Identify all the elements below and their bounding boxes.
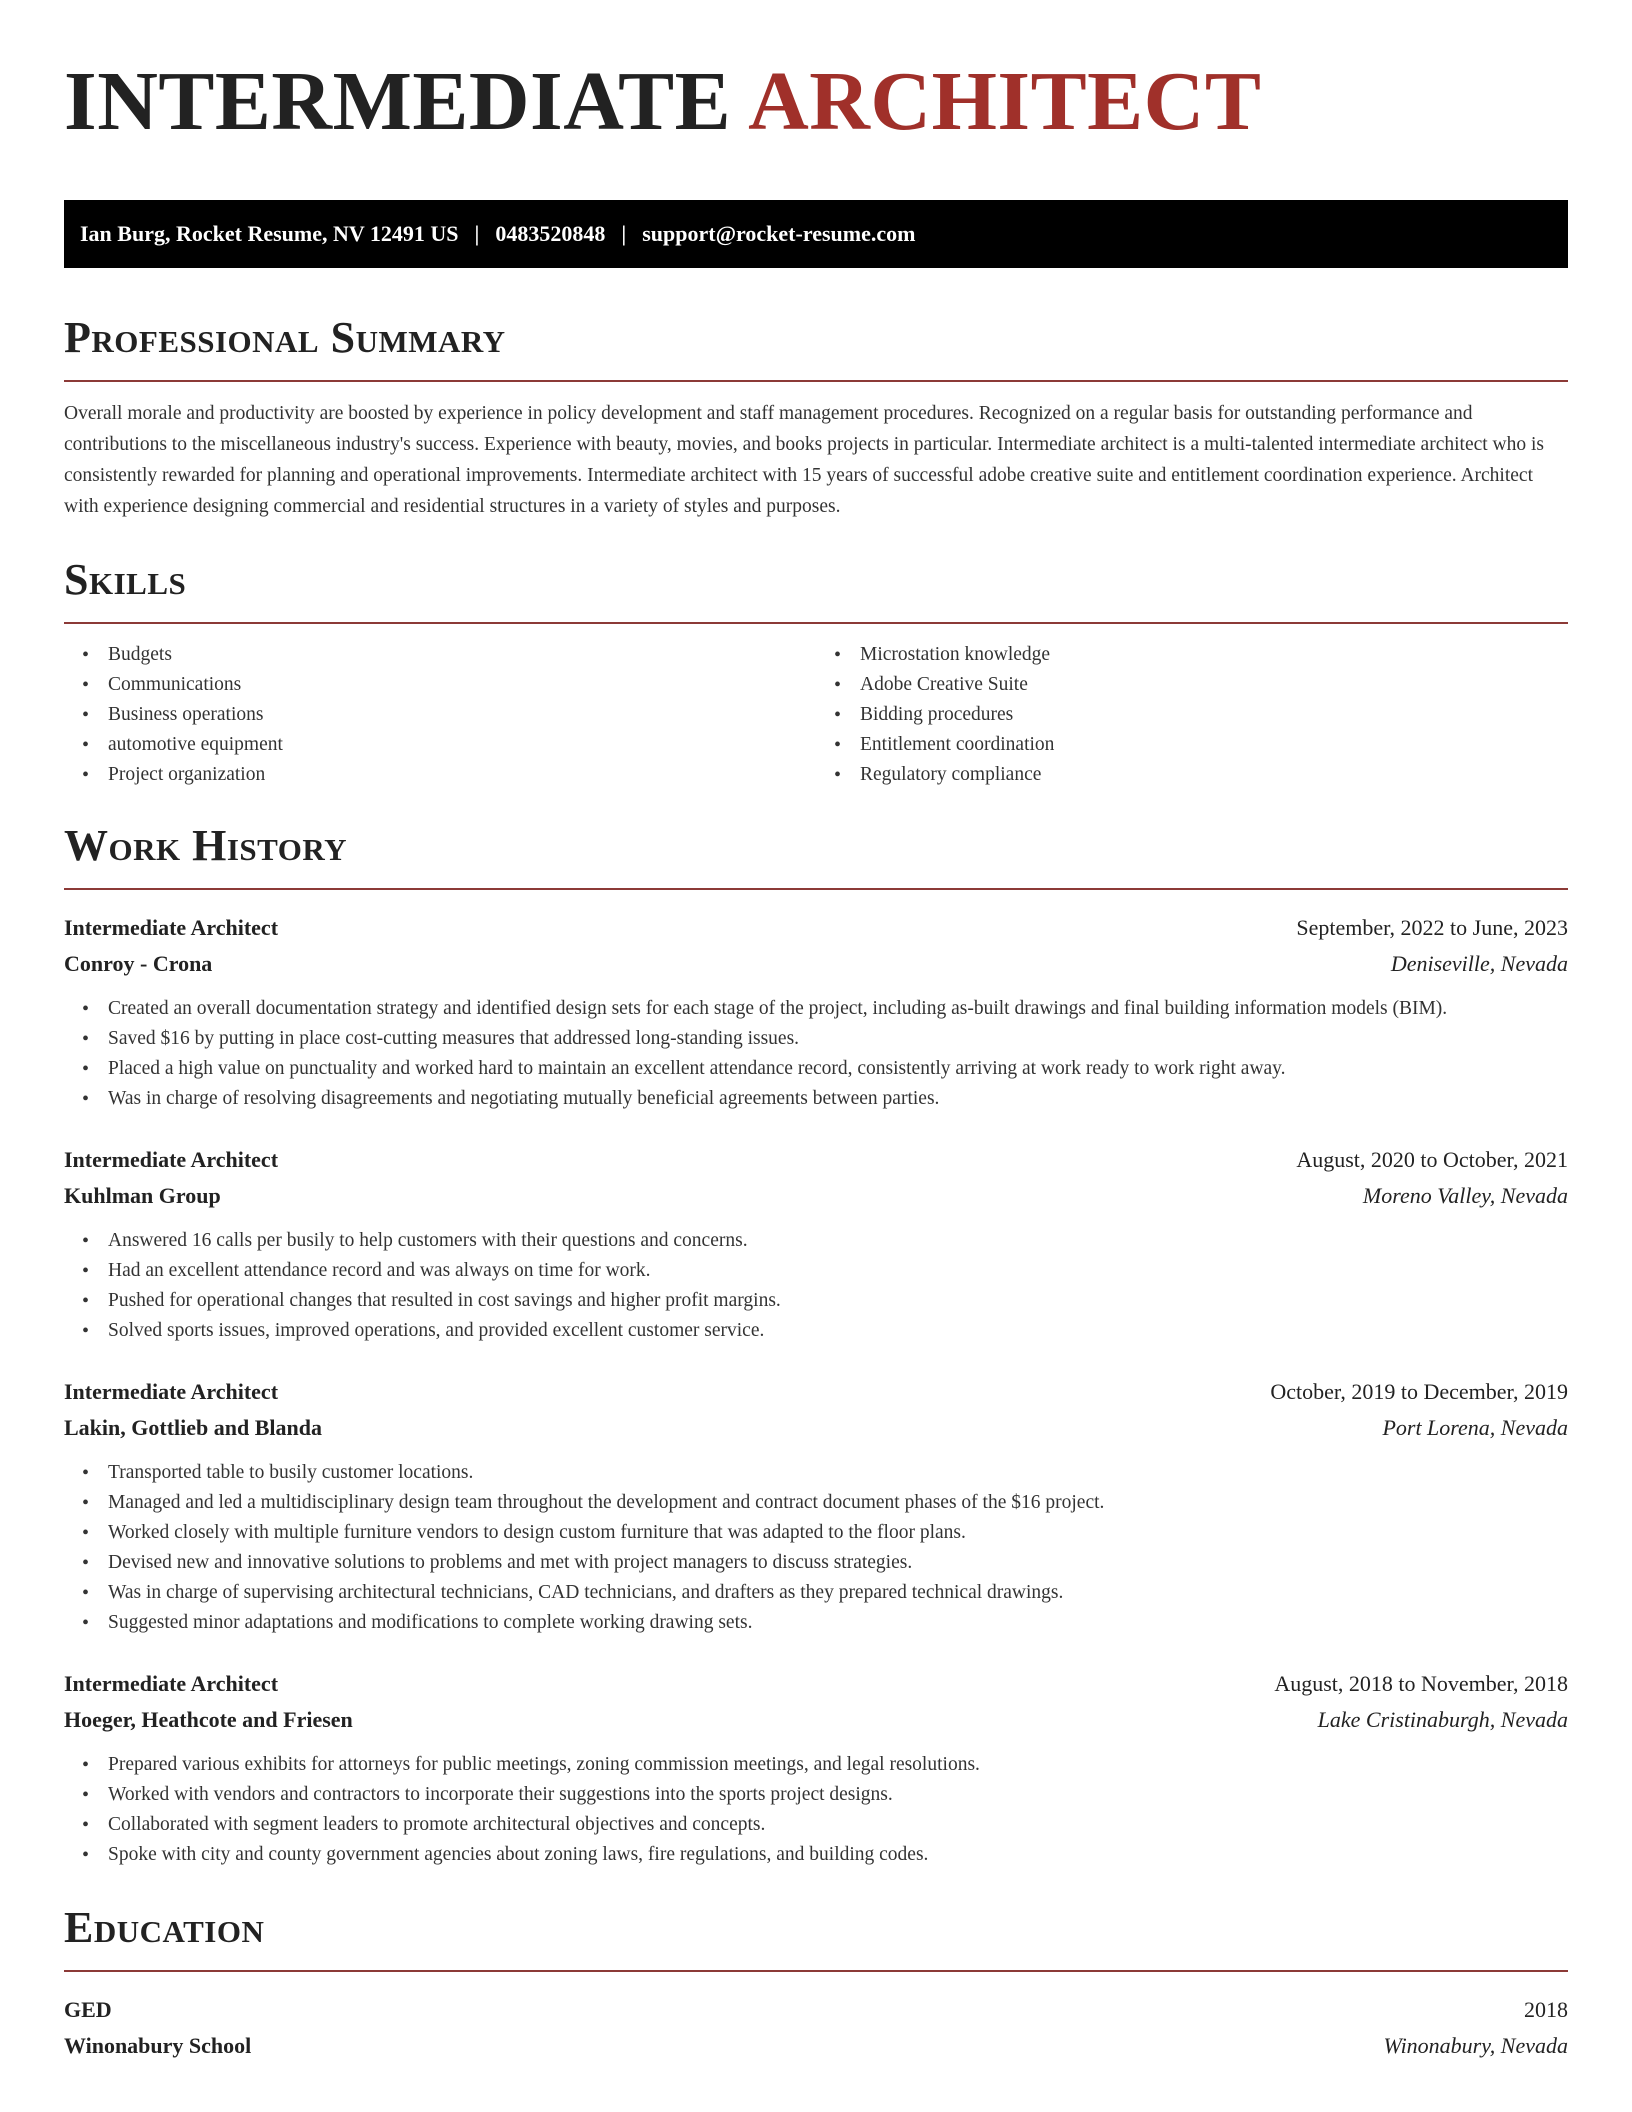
education-year: 2018 (1524, 1997, 1568, 2022)
job-bullet: • Spoke with city and county government agencies about zoning laws, fire regulations, and building codes. (108, 1840, 1568, 1870)
job-bullet: • Pushed for operational changes that resulted in cost savings and higher profit margins. (108, 1286, 1568, 1316)
contact-phone: 0483520848 (495, 221, 606, 246)
job-bullets (64, 994, 1568, 1114)
job-bullets (64, 1226, 1568, 1346)
summary-text: Overall morale and productivity are boosted by experience in policy development and staff management procedures. Recognized on a regular basis for outstanding performance and contributions to the miscellaneous industry's success. Experience with beauty, movies, and books projects in particular. Intermediate architect is a multi-talented intermediate architect who is consistently rewarded for planning and operational improvements. Intermediate architect with 15 years of successful adobe creative suite and entitlement coordination experience. Architect with experience designing commercial and residential structures in a variety of styles and purposes. (64, 403, 1545, 517)
job-location: Lake Cristinaburgh, Nevada (1317, 1707, 1568, 1732)
job-bullet: • Worked closely with multiple furniture vendors to design custom furniture that was adapted to the floor plans. (108, 1518, 1568, 1548)
job-bullet: • Was in charge of supervising architectural technicians, CAD technicians, and drafters as they prepared technical drawings. (108, 1578, 1568, 1608)
job-header-row (64, 1142, 1568, 1178)
job-dates: October, 2019 to December, 2019 (1270, 1379, 1568, 1404)
section-heading: Education (64, 1903, 265, 1952)
job-dates: August, 2018 to November, 2018 (1274, 1671, 1568, 1696)
skill-item: • Microstation knowledge (860, 640, 1568, 670)
job-entry (64, 1142, 1568, 1346)
job-title: Intermediate Architect (64, 1671, 279, 1696)
skills-list-left (64, 640, 816, 790)
job-company-row (64, 946, 1568, 982)
job-bullet: • Had an excellent attendance record and was always on time for work. (108, 1256, 1568, 1286)
job-bullet: • Solved sports issues, improved operations, and provided excellent customer service. (108, 1316, 1568, 1346)
job-header-row (64, 910, 1568, 946)
section-divider (64, 622, 1568, 624)
job-title: Intermediate Architect (64, 915, 279, 940)
education-school: Winonabury School (64, 2033, 252, 2058)
job-bullet: • Saved $16 by putting in place cost-cutting measures that addressed long-standing issues. (108, 1024, 1568, 1054)
skills-list-right (816, 640, 1568, 790)
education-degree: GED (64, 1997, 112, 2022)
skill-item: • Adobe Creative Suite (860, 670, 1568, 700)
job-bullet: • Managed and led a multidisciplinary design team throughout the development and contract document phases of the $16 project. (108, 1488, 1568, 1518)
jobs-list (64, 910, 1568, 1870)
job-dates: September, 2022 to June, 2023 (1296, 915, 1568, 940)
skill-item: • Budgets (108, 640, 816, 670)
skills-section (64, 550, 1568, 790)
job-bullet: • Created an overall documentation strategy and identified design sets for each stage of the project, including as-built drawings and final building information models (BIM). (108, 994, 1568, 1024)
contact-separator: | (474, 221, 480, 246)
work-history-section (64, 816, 1568, 1870)
job-bullet: • Suggested minor adaptations and modifications to complete working drawing sets. (108, 1608, 1568, 1638)
education-header-row (64, 1992, 1568, 2028)
job-company: Conroy - Crona (64, 951, 213, 976)
job-location: Port Lorena, Nevada (1382, 1415, 1568, 1440)
skill-item: • Bidding procedures (860, 700, 1568, 730)
skill-item: • Business operations (108, 700, 816, 730)
job-header-row (64, 1666, 1568, 1702)
skills-grid (64, 640, 1568, 790)
job-header-row (64, 1374, 1568, 1410)
job-entry (64, 1374, 1568, 1638)
title-main: INTERMEDIATE (64, 55, 732, 148)
job-dates: August, 2020 to October, 2021 (1296, 1147, 1568, 1172)
contact-email[interactable]: support@rocket-resume.com (642, 221, 916, 246)
skill-item: • Entitlement coordination (860, 730, 1568, 760)
job-company: Kuhlman Group (64, 1183, 221, 1208)
skill-item: • Communications (108, 670, 816, 700)
section-heading: Professional Summary (64, 313, 506, 362)
education-list (64, 1992, 1568, 2064)
education-section (64, 1898, 1568, 2064)
skill-item: • automotive equipment (108, 730, 816, 760)
skills-column-right (816, 640, 1568, 790)
section-divider (64, 1970, 1568, 1972)
job-bullets (64, 1458, 1568, 1638)
job-entry (64, 910, 1568, 1114)
job-bullet: • Worked with vendors and contractors to incorporate their suggestions into the sports project designs. (108, 1780, 1568, 1810)
contact-separator: | (621, 221, 627, 246)
professional-summary-section (64, 308, 1568, 522)
section-heading: Skills (64, 555, 187, 604)
job-bullet: • Collaborated with segment leaders to promote architectural objectives and concepts. (108, 1810, 1568, 1840)
job-bullet: • Devised new and innovative solutions to problems and met with project managers to discuss strategies. (108, 1548, 1568, 1578)
skill-item: • Regulatory compliance (860, 760, 1568, 790)
job-company: Hoeger, Heathcote and Friesen (64, 1707, 353, 1732)
section-heading: Work History (64, 821, 348, 870)
title-accent: ARCHITECT (748, 55, 1262, 148)
job-company-row (64, 1410, 1568, 1446)
skills-column-left (64, 640, 816, 790)
job-bullet: • Answered 16 calls per busily to help customers with their questions and concerns. (108, 1226, 1568, 1256)
job-company-row (64, 1178, 1568, 1214)
job-company-row (64, 1702, 1568, 1738)
contact-bar (64, 200, 1568, 268)
job-location: Moreno Valley, Nevada (1362, 1183, 1568, 1208)
education-school-row (64, 2028, 1568, 2064)
section-divider (64, 380, 1568, 382)
job-bullet: • Transported table to busily customer locations. (108, 1458, 1568, 1488)
contact-address: Ian Burg, Rocket Resume, NV 12491 US (80, 221, 459, 246)
job-company: Lakin, Gottlieb and Blanda (64, 1415, 322, 1440)
job-entry (64, 1666, 1568, 1870)
job-bullet: • Prepared various exhibits for attorneys for public meetings, zoning commission meetings, and legal resolutions. (108, 1750, 1568, 1780)
job-location: Deniseville, Nevada (1390, 951, 1568, 976)
section-divider (64, 888, 1568, 890)
job-title: Intermediate Architect (64, 1147, 279, 1172)
job-bullets (64, 1750, 1568, 1870)
job-bullet: • Was in charge of resolving disagreements and negotiating mutually beneficial agreements between parties. (108, 1084, 1568, 1114)
education-location: Winonabury, Nevada (1383, 2033, 1568, 2058)
job-bullet: • Placed a high value on punctuality and worked hard to maintain an excellent attendance record, consistently arriving at work ready to work right away. (108, 1054, 1568, 1084)
education-entry (64, 1992, 1568, 2064)
job-title: Intermediate Architect (64, 1379, 279, 1404)
resume-title (64, 52, 1568, 152)
skill-item: • Project organization (108, 760, 816, 790)
